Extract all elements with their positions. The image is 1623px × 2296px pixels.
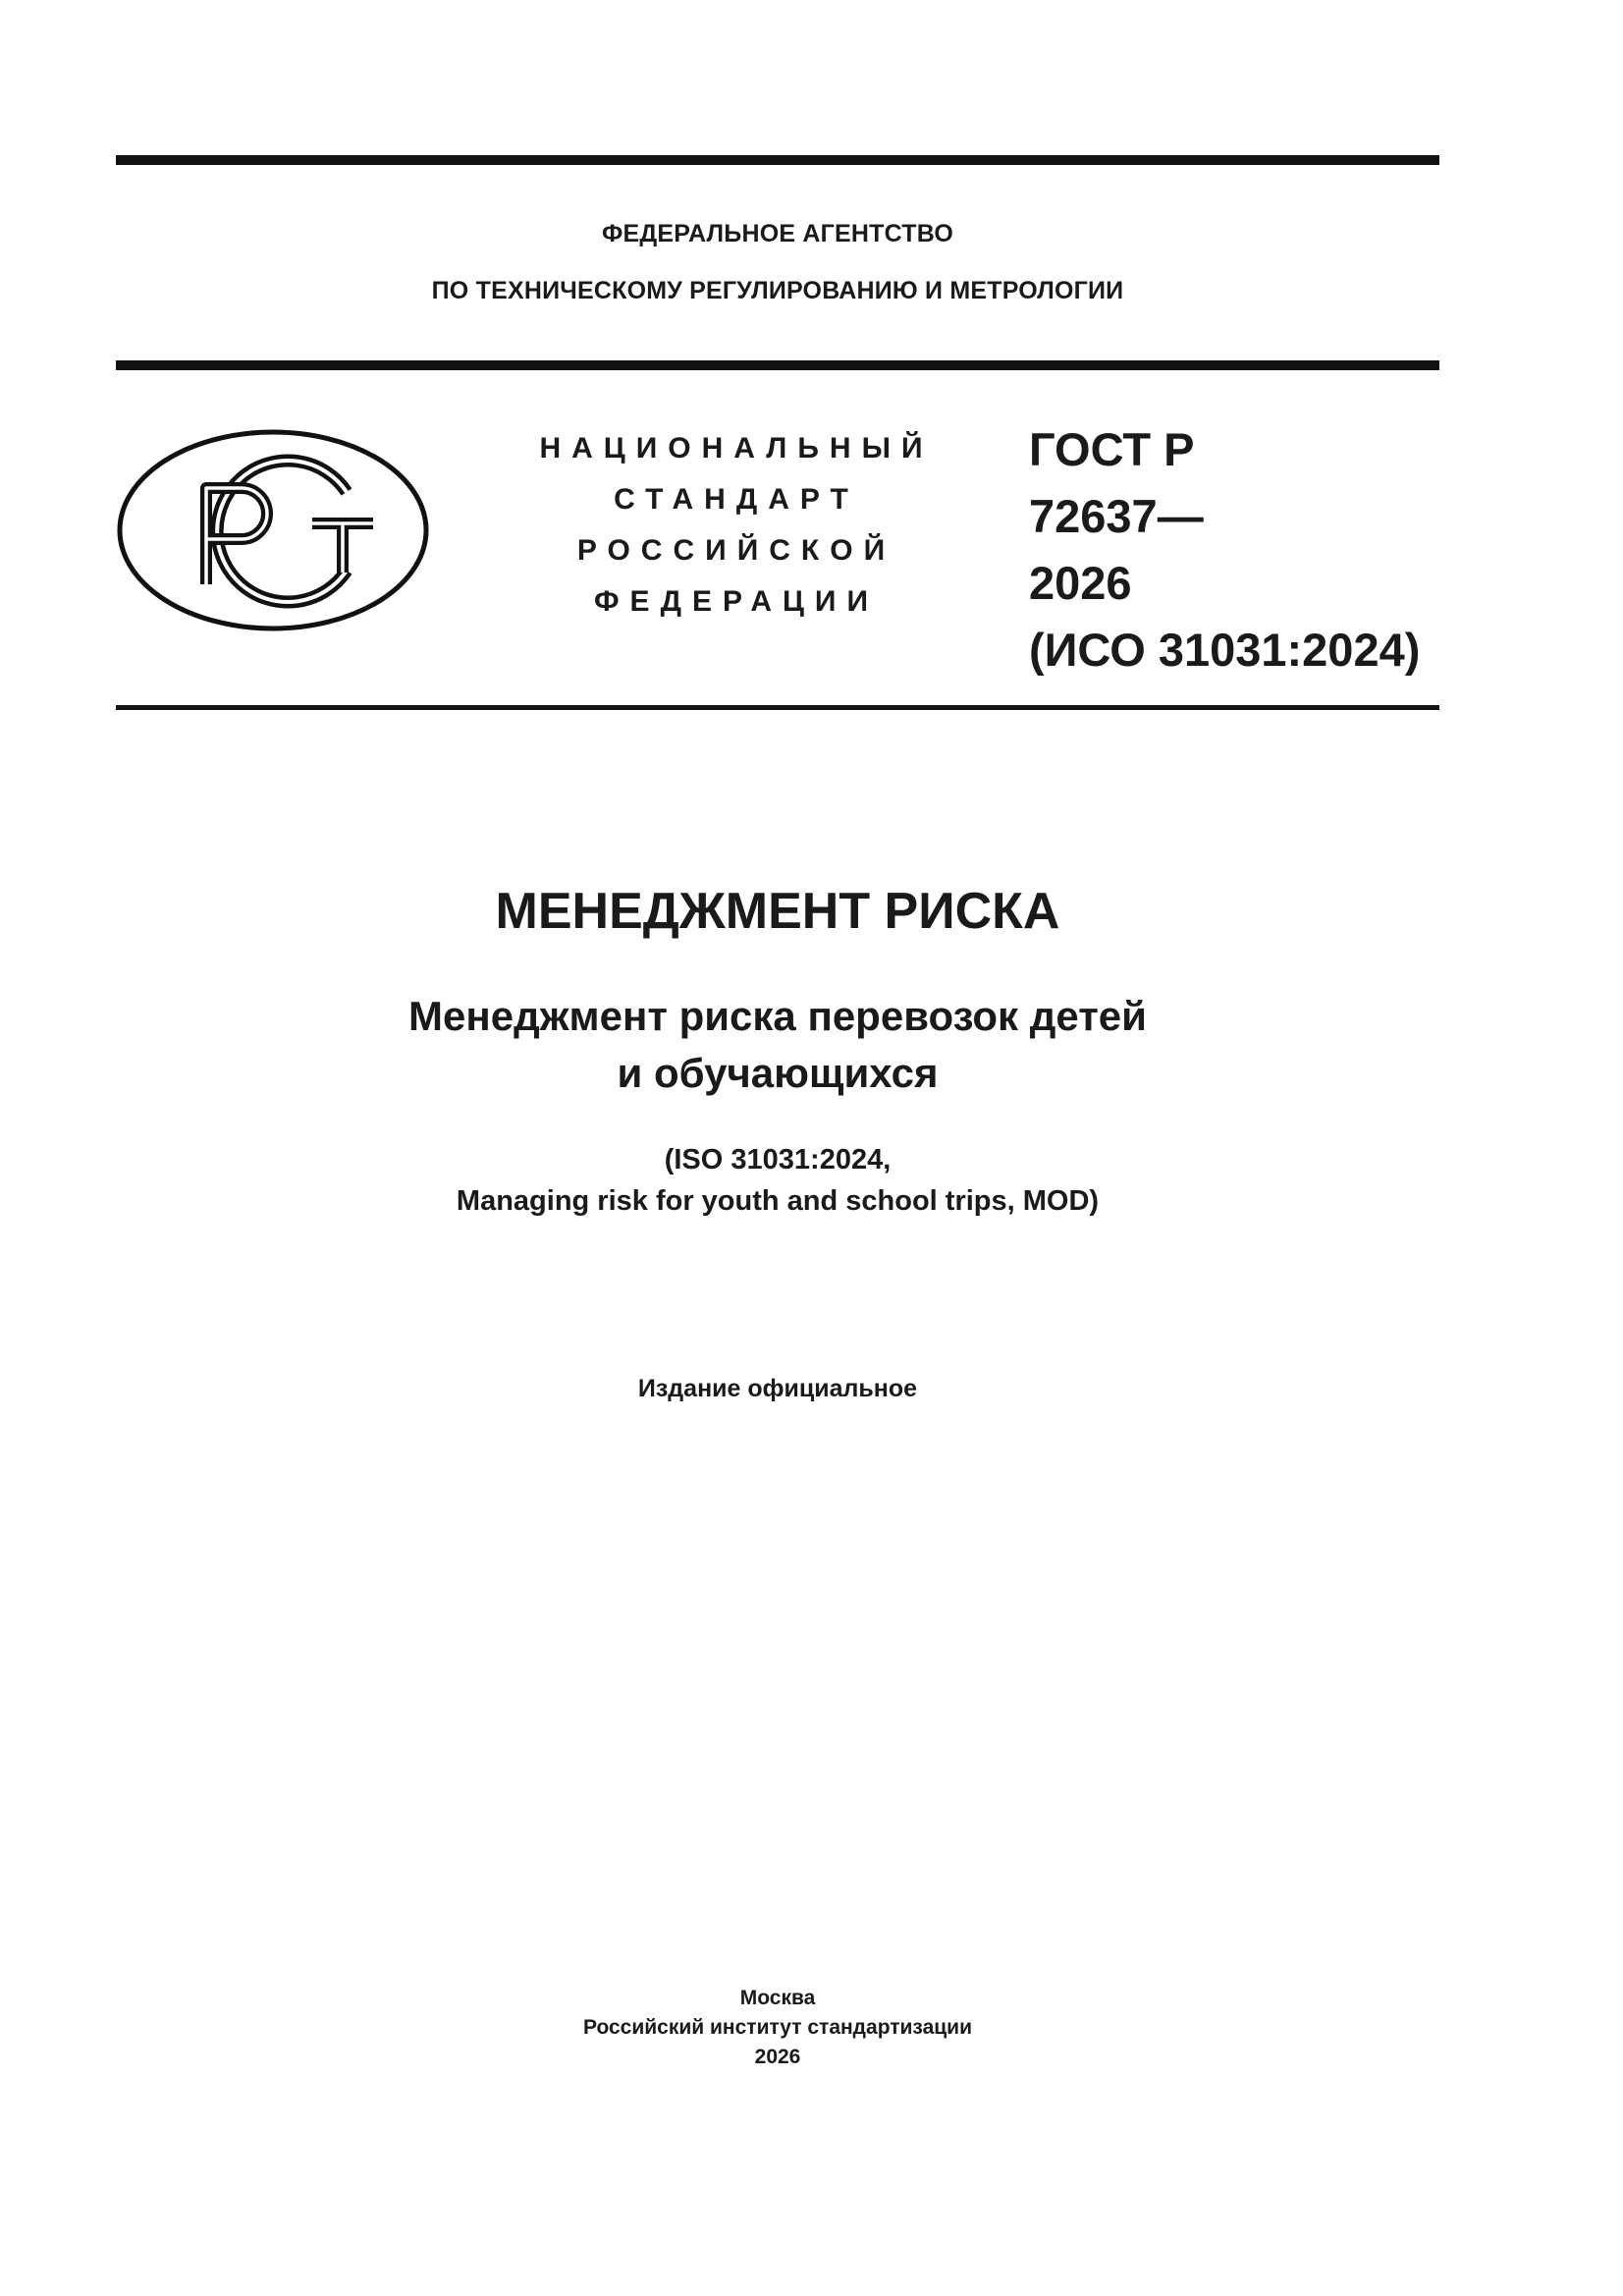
imprint-city: Москва bbox=[739, 1987, 816, 2009]
designation-rule bbox=[116, 705, 1439, 710]
designation-line-4: (ИСО 31031:2024) bbox=[1029, 624, 1421, 676]
document-title: МЕНЕДЖМЕНТ РИСКА bbox=[495, 883, 1060, 940]
iso-reference-line-2: Managing risk for youth and school trips, MOD) bbox=[456, 1185, 1100, 1217]
subtitle-line-2: и обучающихся bbox=[617, 1050, 939, 1096]
imprint-year: 2026 bbox=[754, 2046, 801, 2068]
standard-type-line-1: НАЦИОНАЛЬНЫЙ bbox=[539, 432, 934, 465]
edition-label: Издание официальное bbox=[637, 1375, 918, 1402]
standard-type-line-4: ФЕДЕРАЦИИ bbox=[593, 585, 880, 618]
rst-conformity-mark-icon bbox=[116, 427, 430, 633]
agency-line-1: ФЕДЕРАЛЬНОЕ АГЕНТСТВО bbox=[602, 220, 953, 247]
designation-line-3: 2026 bbox=[1029, 557, 1132, 609]
top-rule bbox=[116, 155, 1439, 165]
subtitle-line-1: Менеджмент риска перевозок детей bbox=[408, 993, 1147, 1039]
iso-reference-line-1: (ISO 31031:2024, bbox=[664, 1144, 892, 1175]
iso-reference bbox=[116, 1139, 1439, 1222]
agency-line-2: ПО ТЕХНИЧЕСКОМУ РЕГУЛИРОВАНИЮ И МЕТРОЛОГИИ bbox=[431, 277, 1124, 304]
imprint bbox=[116, 1984, 1439, 2072]
document-subtitle bbox=[116, 988, 1439, 1102]
standard-type-line-3: РОССИЙСКОЙ bbox=[576, 534, 896, 567]
designation-line-1: ГОСТ Р bbox=[1029, 423, 1195, 475]
designation-line-2: 72637— bbox=[1029, 490, 1204, 542]
standard-type-line-2: СТАНДАРТ bbox=[614, 483, 859, 516]
standard-type bbox=[491, 423, 982, 628]
header-rule bbox=[116, 360, 1439, 370]
standard-designation bbox=[1029, 416, 1420, 683]
imprint-publisher: Российский институт стандартизации bbox=[582, 2016, 973, 2039]
